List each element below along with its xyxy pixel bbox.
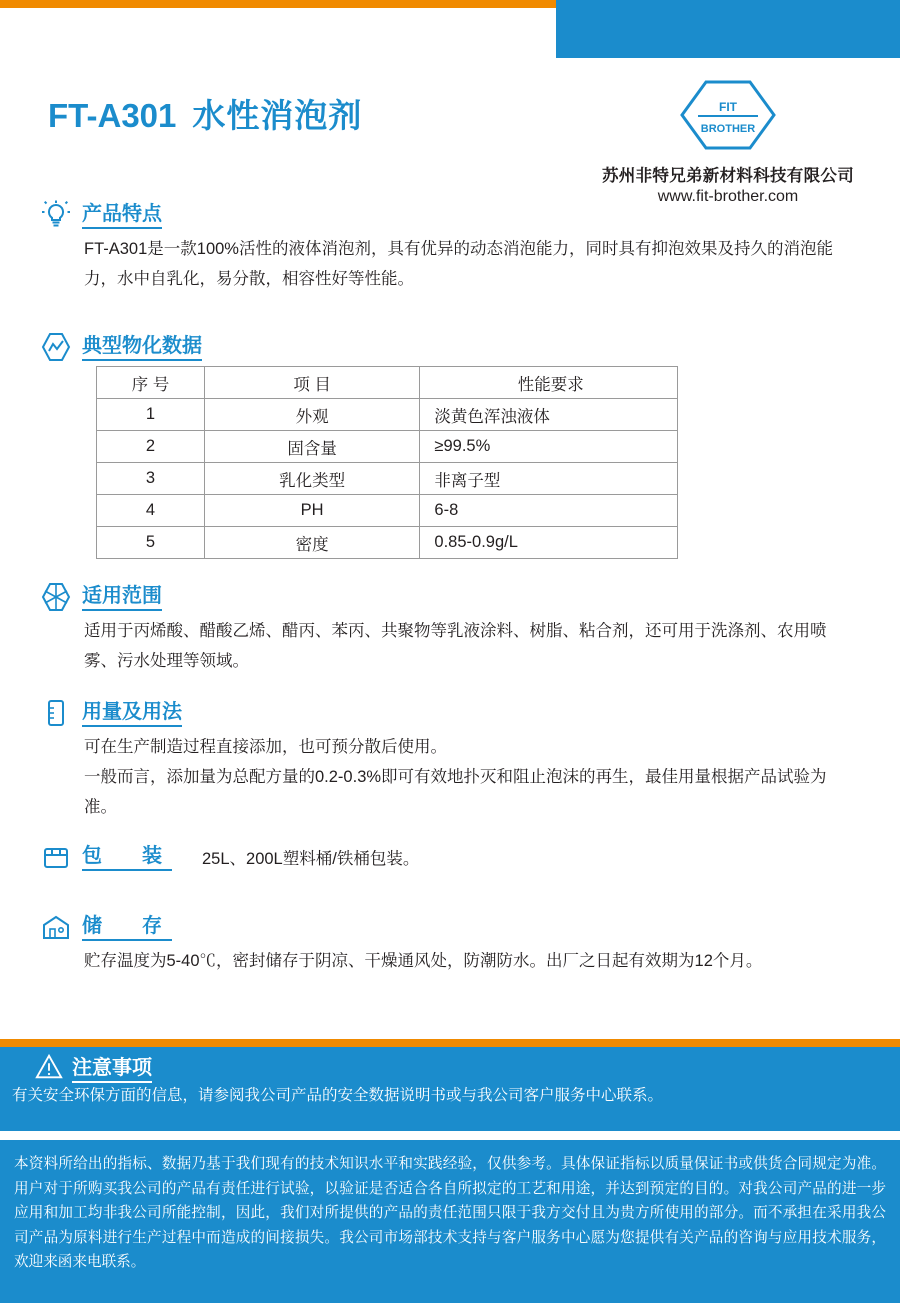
section-dosage bbox=[0, 694, 900, 822]
table-row bbox=[97, 527, 678, 559]
svg-text:FIT: FIT bbox=[719, 100, 737, 114]
notice-text: 有关安全环保方面的信息，请参阅我公司产品的安全数据说明书或与我公司客户服务中心联系。 bbox=[12, 1087, 664, 1104]
cell-value: 6-8 bbox=[420, 495, 678, 527]
product-name: 水性消泡剂 bbox=[192, 97, 363, 134]
company-name: 苏州非特兄弟新材料科技有限公司 bbox=[602, 167, 854, 185]
section-packaging-body: 25L、200L塑料桶/铁桶包装。 bbox=[202, 850, 420, 868]
company-logo-block bbox=[578, 78, 878, 206]
fit-brother-logo-icon bbox=[676, 78, 780, 152]
cell-item: 固含量 bbox=[204, 431, 420, 463]
section-dosage-title: 用量及用法 bbox=[82, 700, 182, 727]
cell-item: 外观 bbox=[204, 399, 420, 431]
page-title bbox=[48, 90, 362, 137]
cell-item: 乳化类型 bbox=[204, 463, 420, 495]
column-header-no: 序 号 bbox=[97, 367, 205, 399]
cell-value: ≥99.5% bbox=[420, 431, 678, 463]
cell-item: PH bbox=[204, 495, 420, 527]
section-packaging-header bbox=[0, 838, 900, 876]
section-features-body: FT-A301是一款100%活性的液体消泡剂，具有优异的动态消泡能力，同时具有抑泡效果及持久的消泡能力，水中自乳化，易分散，相容性好等性能。 bbox=[84, 240, 833, 288]
section-features-header bbox=[0, 196, 900, 234]
section-application bbox=[0, 578, 900, 676]
company-website[interactable]: www.fit-brother.com bbox=[657, 188, 799, 205]
chart-hex-icon bbox=[38, 329, 74, 365]
table-row bbox=[97, 399, 678, 431]
table-row bbox=[97, 495, 678, 527]
notice-header bbox=[0, 1047, 900, 1083]
beaker-icon bbox=[38, 695, 74, 731]
section-dosage-header bbox=[0, 694, 900, 732]
cell-no: 5 bbox=[97, 527, 205, 559]
section-features-title: 产品特点 bbox=[82, 202, 162, 229]
top-orange-bar bbox=[0, 0, 556, 8]
section-application-header bbox=[0, 578, 900, 616]
cell-no: 4 bbox=[97, 495, 205, 527]
warehouse-icon bbox=[38, 909, 74, 945]
spec-table bbox=[96, 366, 678, 559]
section-packaging bbox=[0, 838, 900, 876]
section-application-title: 适用范围 bbox=[82, 584, 162, 611]
cell-value: 0.85-0.9g/L bbox=[420, 527, 678, 559]
section-dosage-line1: 可在生产制造过程直接添加，也可预分散后使用。 bbox=[84, 738, 447, 756]
section-storage bbox=[0, 908, 900, 976]
section-storage-title: 储 存 bbox=[82, 914, 172, 941]
cell-no: 2 bbox=[97, 431, 205, 463]
section-packaging-title: 包 装 bbox=[82, 844, 172, 871]
section-application-body: 适用于丙烯酸、醋酸乙烯、醋丙、苯丙、共聚物等乳液涂料、树脂、粘合剂，还可用于洗涤剂、农用喷雾、污水处理等领域。 bbox=[84, 622, 827, 670]
section-specs-header bbox=[0, 328, 900, 366]
product-code: FT-A301 bbox=[48, 97, 177, 134]
table-header-row bbox=[97, 367, 678, 399]
disclaimer-text: 本资料所给出的指标、数据乃基于我们现有的技术知识水平和实践经验，仅供参考。具体保证指标以质量保证书或供货合同规定为准。用户对于所购买我公司的产品有责任进行试验，以验证是否适合各自所拟定的工艺和用途，并达到预定的目的。对我公司产品的进一步应用和加工均非我公司所能控制，因此，我们对所提供的产品的责任范围只限于我方交付且为贵方所使用的部分。而不承担在采用我公司产品为原料进行生产过程中而造成的间接损失。我公司市场部技术支持与客户服务中心愿为您提供有关产品的咨询与应用技术服务，欢迎来函来电联系。 bbox=[0, 1137, 900, 1303]
section-storage-header bbox=[0, 908, 900, 946]
box-icon bbox=[38, 839, 74, 875]
notice-title: 注意事项 bbox=[72, 1056, 152, 1083]
table-row bbox=[97, 463, 678, 495]
cell-value: 淡黄色浑浊液体 bbox=[420, 399, 678, 431]
cell-item: 密度 bbox=[204, 527, 420, 559]
snowflake-hex-icon bbox=[38, 579, 74, 615]
top-blue-bar bbox=[556, 0, 900, 58]
cell-value: 非离子型 bbox=[420, 463, 678, 495]
table-row bbox=[97, 431, 678, 463]
notice-orange-divider bbox=[0, 1039, 900, 1047]
section-specs-title: 典型物化数据 bbox=[82, 334, 202, 361]
lightbulb-icon bbox=[38, 197, 74, 233]
section-storage-body: 贮存温度为5-40℃，密封储存于阴凉、干燥通风处，防潮防水。出厂之日起有效期为12个月。 bbox=[84, 952, 763, 970]
section-features bbox=[0, 196, 900, 294]
cell-no: 3 bbox=[97, 463, 205, 495]
column-header-value: 性能要求 bbox=[420, 367, 678, 399]
warning-triangle-icon bbox=[34, 1052, 64, 1087]
cell-no: 1 bbox=[97, 399, 205, 431]
column-header-item: 项 目 bbox=[204, 367, 420, 399]
top-decoration-band bbox=[0, 0, 900, 58]
notice-block bbox=[0, 1047, 900, 1131]
section-dosage-line2: 一般而言，添加量为总配方量的0.2-0.3%即可有效地扑灭和阻止泡沫的再生，最佳用量根据产品试验为准。 bbox=[84, 768, 827, 816]
svg-text:BROTHER: BROTHER bbox=[700, 123, 756, 135]
section-specs bbox=[0, 328, 900, 559]
